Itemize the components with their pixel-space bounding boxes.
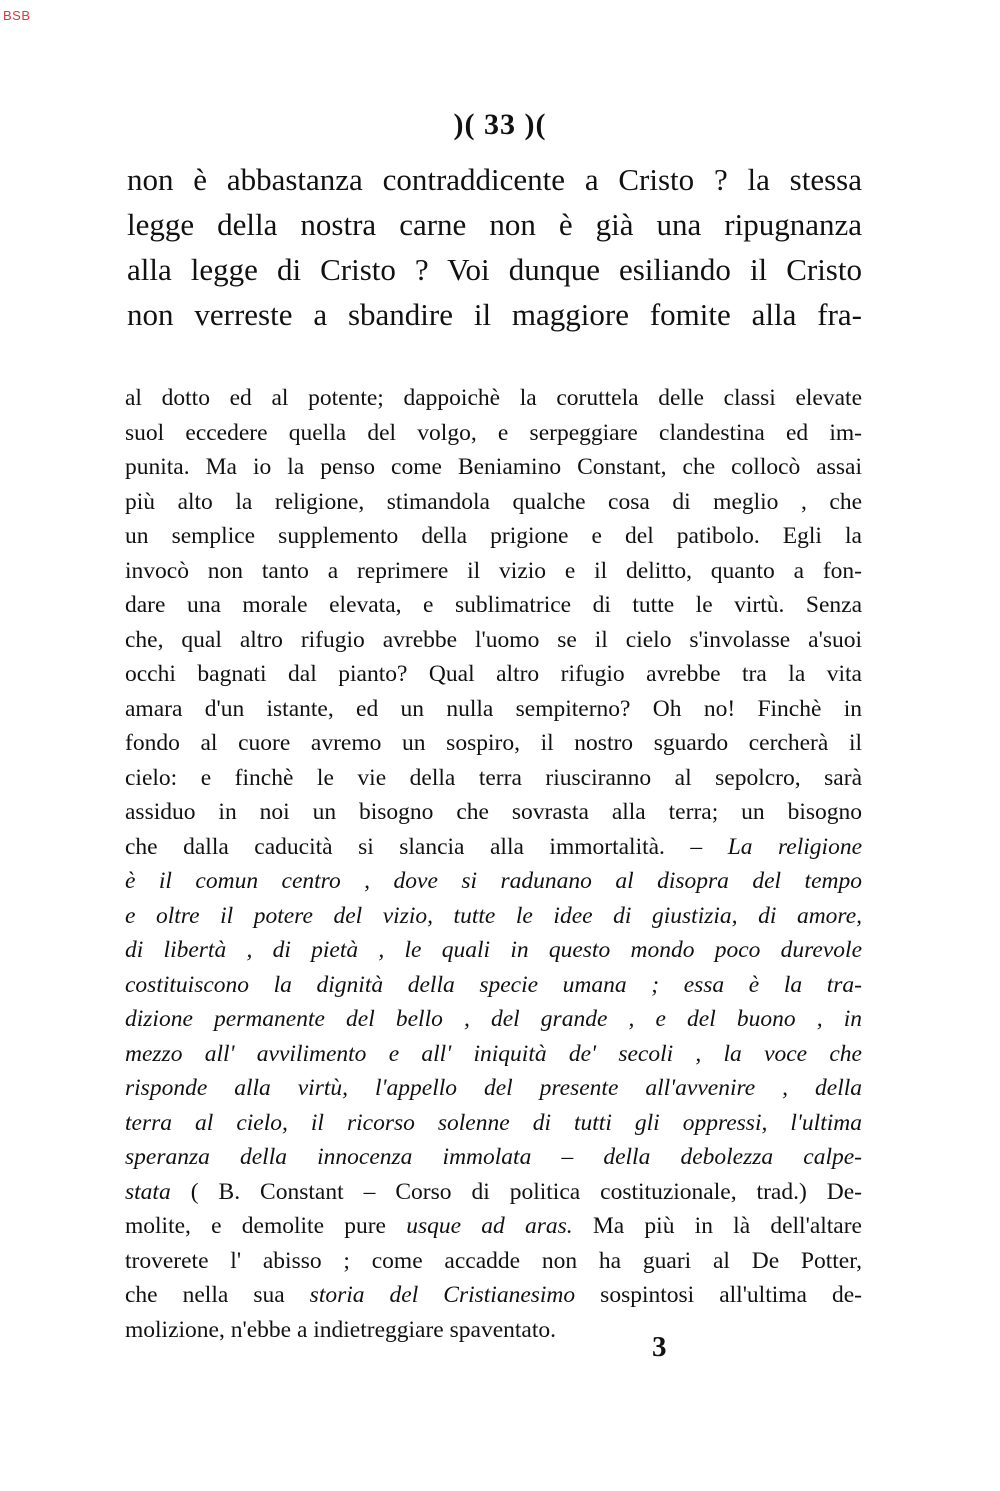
footnote-line (125, 381, 862, 416)
footnote-line (125, 485, 862, 520)
footnote-text: sospintosi all'ultima de- (575, 1282, 863, 1308)
main-text-line: legge della nostra carne non è già una ripugnanza (127, 207, 862, 242)
footnote-text: cielo: e finchè le vie della terra riusciranno al sepolcro, sarà (125, 764, 862, 791)
footnote-text: invocò non tanto a reprimere il vizio e il delitto, quanto a fon- (125, 557, 862, 584)
footnote-line (125, 899, 862, 934)
footnote-line (125, 1140, 862, 1175)
footnote-line (125, 761, 862, 796)
footnote-text: Ma più in là dell'altare (572, 1213, 862, 1239)
footnote-line (125, 1313, 862, 1348)
signature-mark: 3 (652, 1331, 667, 1363)
footnote-line (125, 864, 862, 899)
footnote-italic-text: risponde alla virtù, l'appello del presente all'avvenire , della (125, 1075, 862, 1101)
footnote-text: troverete l' abisso ; come accadde non ha guari al De Potter, (125, 1247, 862, 1274)
footnote-text: amara d'un istante, ed un nulla sempiterno? Oh no! Finchè in (125, 695, 862, 722)
footnote-line (125, 416, 862, 451)
footnote-italic-text: e oltre il potere del vizio, tutte le idee di giustizia, di amore, (125, 902, 862, 929)
footnote-line (125, 623, 862, 658)
page-number-header: )( 33 )( (453, 108, 547, 141)
main-text-block (127, 157, 862, 337)
footnote-text: più alto la religione, stimandola qualche cosa di meglio , che (125, 488, 862, 515)
footnote-line (125, 795, 862, 830)
footnote-italic-text: stata (125, 1178, 171, 1205)
footnote-text: molizione, n'ebbe a indietreggiare spaventato. (125, 1316, 556, 1343)
library-watermark: BSB (3, 8, 31, 23)
footnote-line (125, 1037, 862, 1072)
footnote-italic-text: è il comun centro , dove si radunano al disopra del tempo (125, 868, 862, 894)
footnote-text: ( B. Constant – Corso di politica costituzionale, trad.) De- (170, 1178, 862, 1205)
footnote-italic-text: terra al cielo, il ricorso solenne di tutti gli oppressi, l'ultima (125, 1109, 862, 1136)
footnote-line (125, 1278, 862, 1313)
footnote-text: molite, e demolite pure (125, 1213, 407, 1239)
footnote-line (125, 1244, 862, 1279)
footnote-line (125, 1106, 862, 1141)
footnote-line (125, 692, 862, 727)
footnote-line (125, 1002, 862, 1037)
footnote-italic-text: dizione permanente del bello , del grande , e del buono , in (125, 1006, 862, 1032)
footnote-text: che dalla caducità si slancia alla immortalità. – (125, 833, 728, 860)
footnote-line (125, 933, 862, 968)
footnote-line (125, 1175, 862, 1210)
footnote-line (125, 450, 862, 485)
footnote-text: fondo al cuore avremo un sospiro, il nostro sguardo cercherà il (125, 730, 862, 756)
footnote-text: suol eccedere quella del volgo, e serpeggiare clandestina ed im- (125, 419, 862, 446)
footnote-line (125, 519, 862, 554)
footnote-italic-text: usque ad aras. (406, 1213, 573, 1239)
footnote-text: che nella sua (125, 1282, 310, 1308)
main-text-line: non verreste a sbandire il maggiore fomite alla fra- (127, 297, 862, 332)
footnote-text: punita. Ma io la penso come Beniamino Constant, che collocò assai (125, 454, 862, 480)
footnote-line (125, 657, 862, 692)
footnote-text: un semplice supplemento della prigione e del patibolo. Egli la (125, 523, 862, 549)
footnote-text: occhi bagnati dal pianto? Qual altro rifugio avrebbe tra la vita (125, 661, 862, 687)
footnote-italic-text: mezzo all' avvilimento e all' iniquità de' secoli , la voce che (125, 1040, 862, 1067)
footnote-line (125, 830, 862, 865)
main-text-line: non è abbastanza contraddicente a Cristo ? la stessa (127, 162, 862, 197)
footnote-block (125, 381, 862, 1347)
footnote-italic-text: La religione (727, 833, 862, 860)
footnote-line (125, 726, 862, 761)
footnote-italic-text: di libertà , di pietà , le quali in questo mondo poco durevole (125, 937, 862, 963)
footnote-text: che, qual altro rifugio avrebbe l'uomo se il cielo s'involasse a'suoi (125, 626, 862, 653)
footnote-italic-text: costituiscono la dignità della specie umana ; essa è la tra- (125, 971, 862, 998)
footnote-line (125, 554, 862, 589)
footnote-text: dare una morale elevata, e sublimatrice di tutte le virtù. Senza (125, 592, 862, 618)
footnote-line (125, 1209, 862, 1244)
main-text-line: alla legge di Cristo ? Voi dunque esiliando il Cristo (127, 252, 862, 287)
footnote-line (125, 968, 862, 1003)
footnote-text: assiduo in noi un bisogno che sovrasta alla terra; un bisogno (125, 799, 862, 825)
footnote-line (125, 1071, 862, 1106)
footnote-italic-text: speranza della innocenza immolata – della debolezza calpe- (125, 1144, 862, 1170)
footnote-line (125, 588, 862, 623)
footnote-text: al dotto ed al potente; dappoichè la coruttela delle classi elevate (125, 385, 862, 411)
footnote-italic-text: storia del Cristianesimo (309, 1282, 576, 1308)
